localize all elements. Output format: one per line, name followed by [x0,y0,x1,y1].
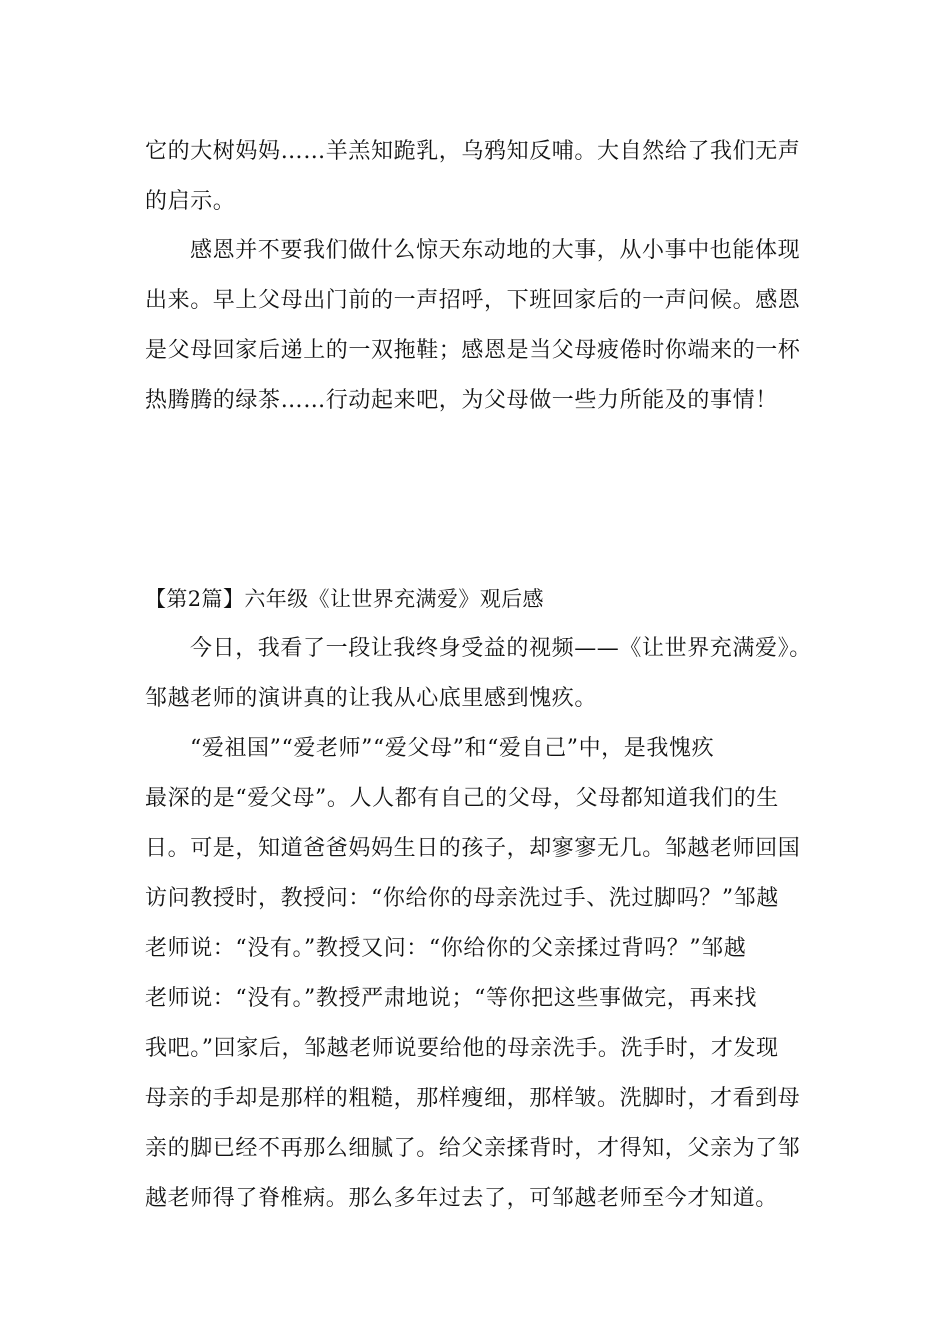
section-heading: 【第2篇】六年级《让世界充满爱》观后感 [145,587,544,611]
paragraph-line: 它的大树妈妈……羊羔知跪乳，乌鸦知反哺。大自然给了我们无声 [145,139,801,164]
paragraph-line: 感恩并不要我们做什么惊天东动地的大事，从小事中也能体现 [190,238,801,263]
paragraph-line: 热腾腾的绿茶……行动起来吧，为父母做一些力所能及的事情！ [145,388,778,413]
paragraph-line: 日。可是，知道爸爸妈妈生日的孩子，却寥寥无几。邹越老师回国 [145,836,801,861]
paragraph-line: 老师说：“没有。”教授又问：“你给你的父亲揉过背吗？”邹越 [145,936,747,961]
paragraph-line: 出来。早上父母出门前的一声招呼，下班回家后的一声问候。感恩 [145,288,801,313]
paragraph-line: 老师说：“没有。”教授严肃地说；“等你把这些事做完，再来找 [145,986,758,1011]
paragraph-line: 我吧。”回家后，邹越老师说要给他的母亲洗手。洗手时，才发现 [145,1036,779,1061]
paragraph-line: 母亲的手却是那样的粗糙，那样瘦细，那样皱。洗脚时，才看到母 [145,1086,801,1111]
paragraph-line: 的启示。 [145,189,236,214]
paragraph-line: 最深的是“爱父母”。人人都有自己的父母，父母都知道我们的生 [145,786,779,811]
paragraph-line: 今日，我看了一段让我终身受益的视频——《让世界充满爱》。 [190,636,812,661]
paragraph-line: 越老师得了脊椎病。那么多年过去了，可邹越老师至今才知道。 [145,1186,778,1211]
paragraph-line: “爱祖国”“爱老师”“爱父母”和“爱自己”中，是我愧疚 [190,736,715,761]
paragraph-line: 亲的脚已经不再那么细腻了。给父亲揉背时，才得知，父亲为了邹 [145,1136,801,1161]
paragraph-line: 邹越老师的演讲真的让我从心底里感到愧疚。 [145,686,598,711]
paragraph-line: 是父母回家后递上的一双拖鞋；感恩是当父母疲倦时你端来的一杯 [145,338,801,363]
paragraph-line: 访问教授时，教授问：“你给你的母亲洗过手、洗过脚吗？”邹越 [145,886,779,911]
